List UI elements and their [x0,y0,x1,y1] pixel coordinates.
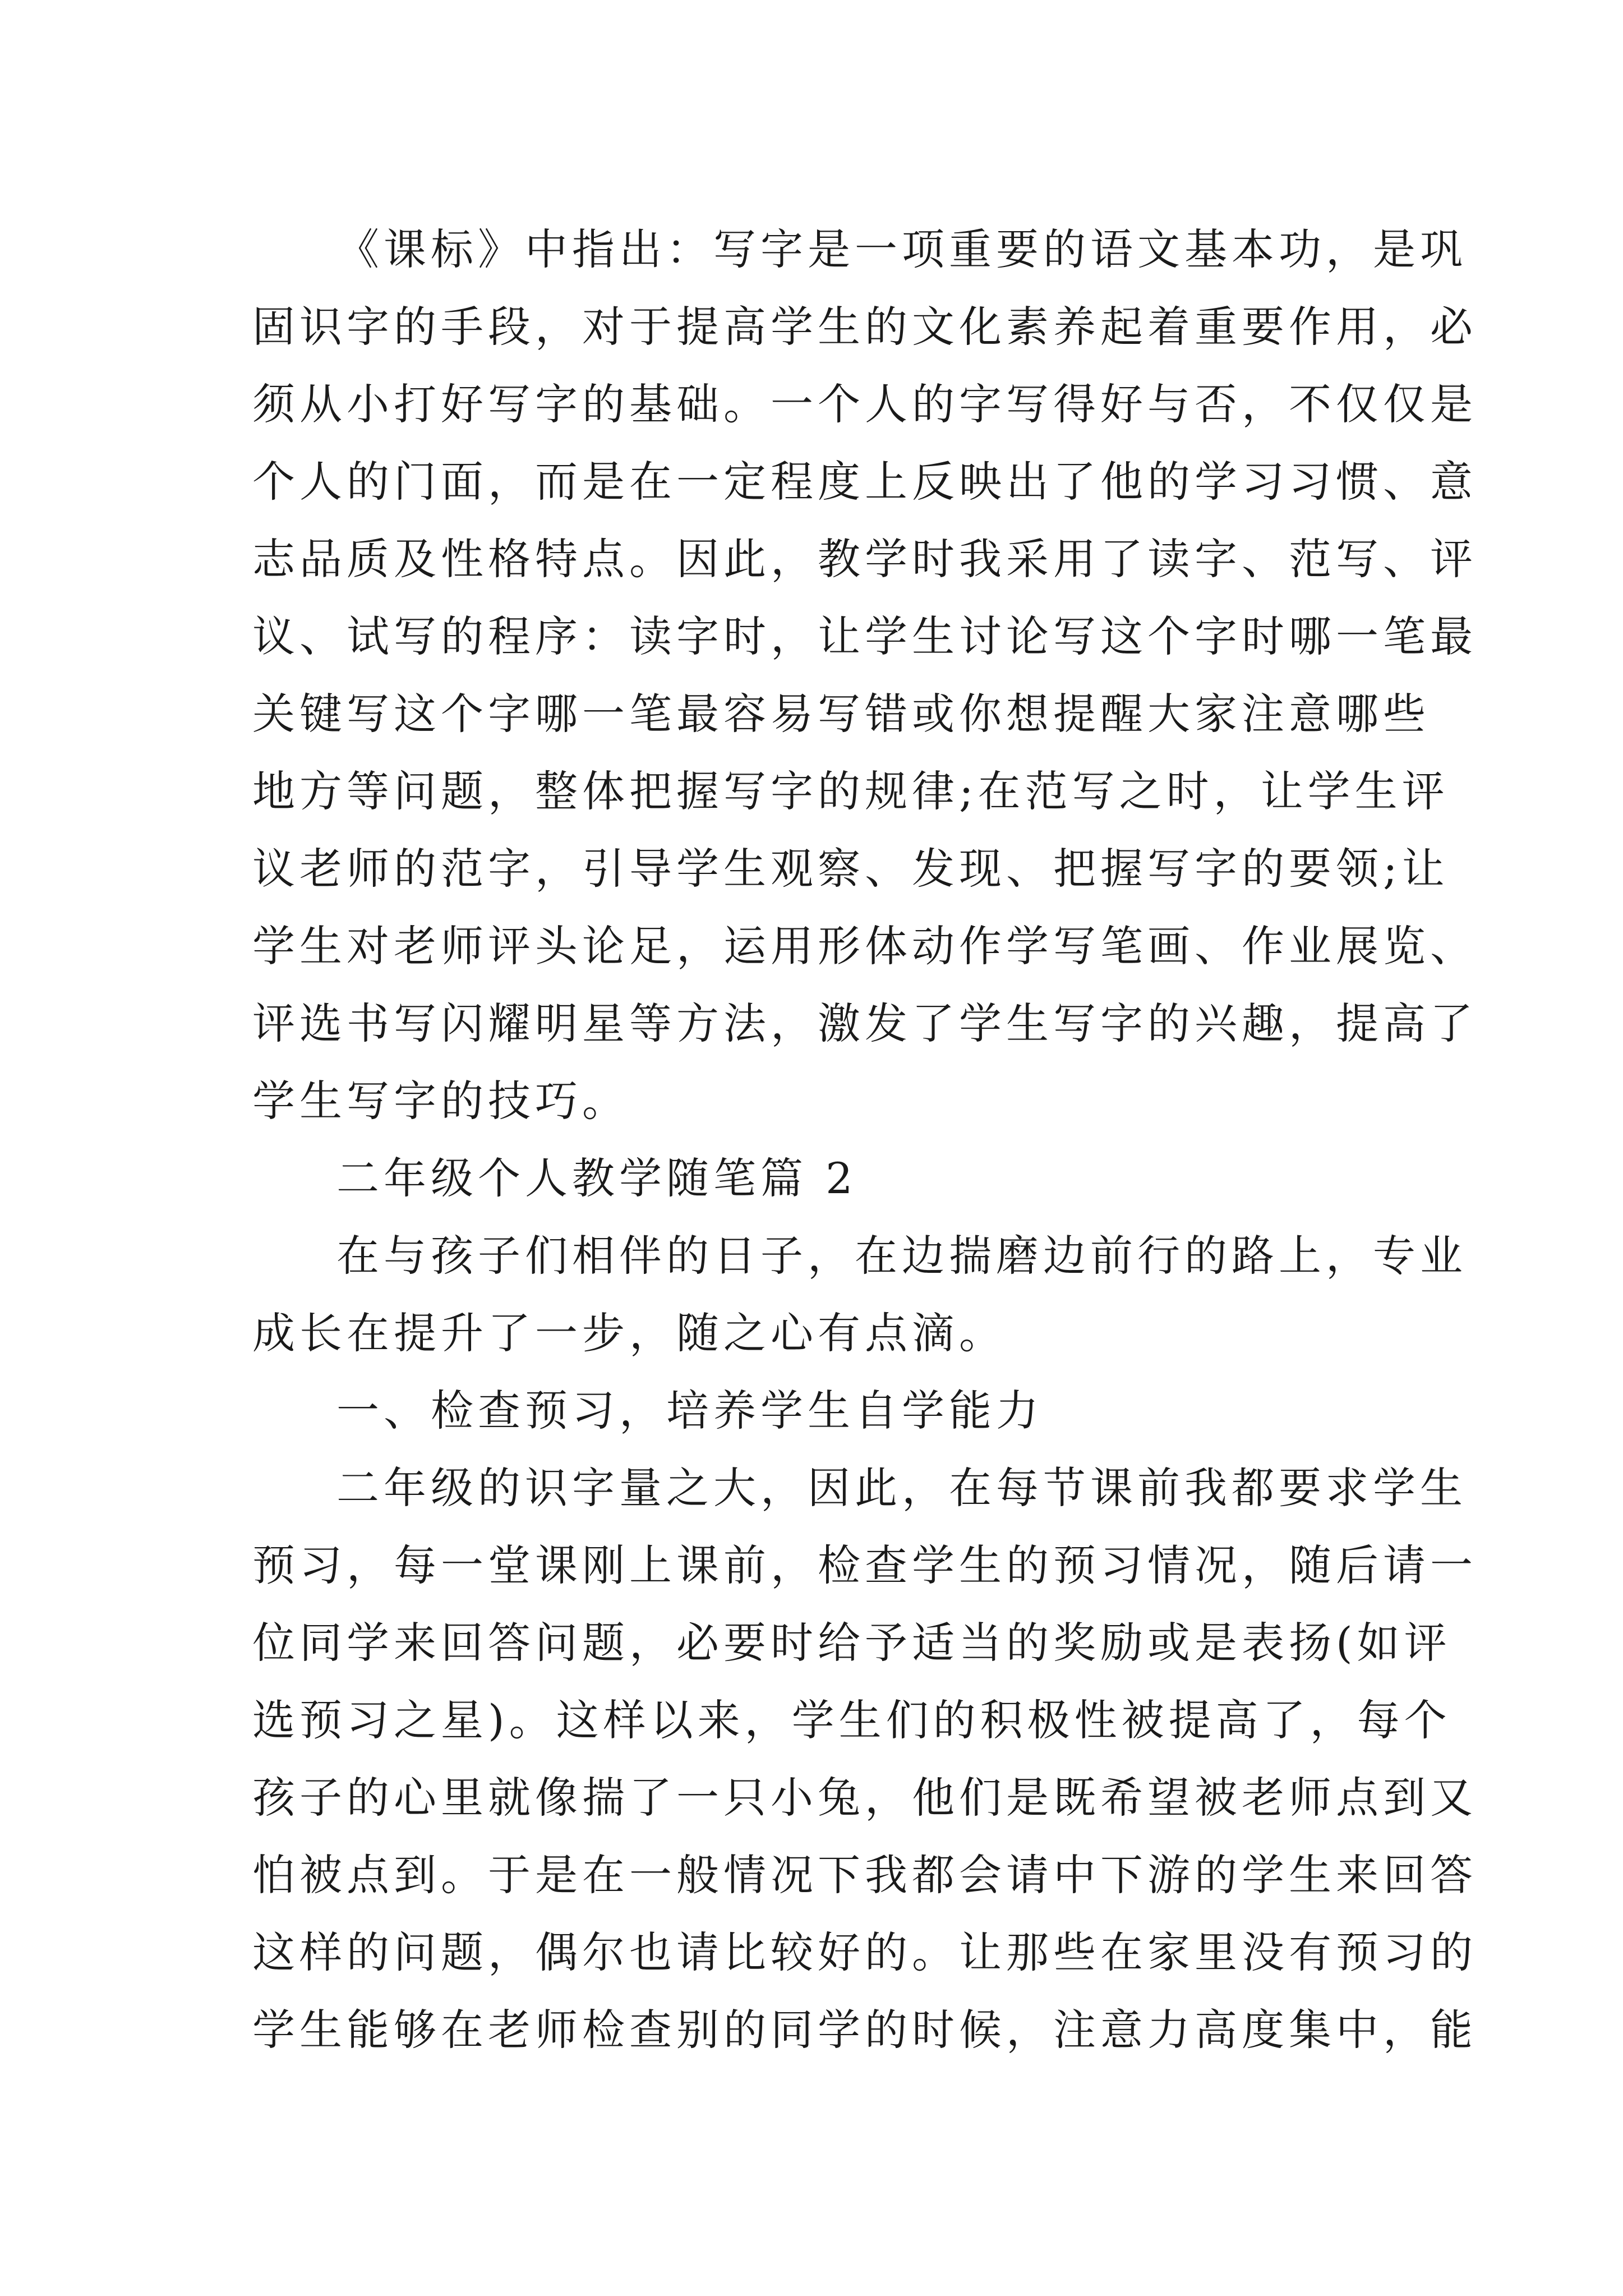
text-line: 志品质及性格特点。因此，教学时我采用了读字、范写、评 [252,534,1477,584]
text-line: 地方等问题，整体把握写字的规律;在范写之时，让学生评 [252,766,1449,816]
text-line: 《课标》中指出：写字是一项重要的语文基本功，是巩 [336,224,1467,274]
text-line: 个人的门面，而是在一定程度上反映出了他的学习习惯、意 [252,457,1477,507]
text-line: 这样的问题，偶尔也请比较好的。让那些在家里没有预习的 [252,1927,1477,1977]
text-line: 二年级的识字量之大，因此，在每节课前我都要求学生 [336,1463,1467,1513]
text-line: 预习，每一堂课刚上课前，检查学生的预习情况，随后请一 [252,1540,1477,1590]
text-line: 学生对老师评头论足，运用形体动作学写笔画、作业展览、 [252,921,1477,971]
text-line: 在与孩子们相伴的日子，在边揣磨边前行的路上，专业 [336,1231,1467,1281]
text-line: 学生能够在老师检查别的同学的时候，注意力高度集中，能 [252,2005,1477,2055]
text-line: 固识字的手段，对于提高学生的文化素养起着重要作用，必 [252,302,1477,352]
text-line: 议、试写的程序：读字时，让学生讨论写这个字时哪一笔最 [252,611,1477,661]
text-line: 位同学来回答问题，必要时给予适当的奖励或是表扬(如评 [252,1618,1451,1668]
subsection-heading: 一、检查预习，培养学生自学能力 [336,1386,1043,1435]
text-line: 关键写这个字哪一笔最容易写错或你想提醒大家注意哪些 [252,689,1430,739]
text-line: 学生写字的技巧。 [252,1076,629,1126]
text-line: 怕被点到。于是在一般情况下我都会请中下游的学生来回答 [252,1850,1477,1900]
text-line: 成长在提升了一步，随之心有点滴。 [252,1308,1006,1358]
text-line: 孩子的心里就像揣了一只小兔，他们是既希望被老师点到又 [252,1773,1477,1823]
text-line: 选预习之星)。这样以来，学生们的积极性被提高了，每个 [252,1695,1451,1745]
text-line: 须从小打好写字的基础。一个人的字写得好与否，不仅仅是 [252,379,1477,429]
section-heading: 二年级个人教学随笔篇 2 [336,1153,857,1203]
text-line: 议老师的范字，引导学生观察、发现、把握写字的要领;让 [252,844,1449,894]
text-line: 评选书写闪耀明星等方法，激发了学生写字的兴趣，提高了 [252,999,1477,1048]
